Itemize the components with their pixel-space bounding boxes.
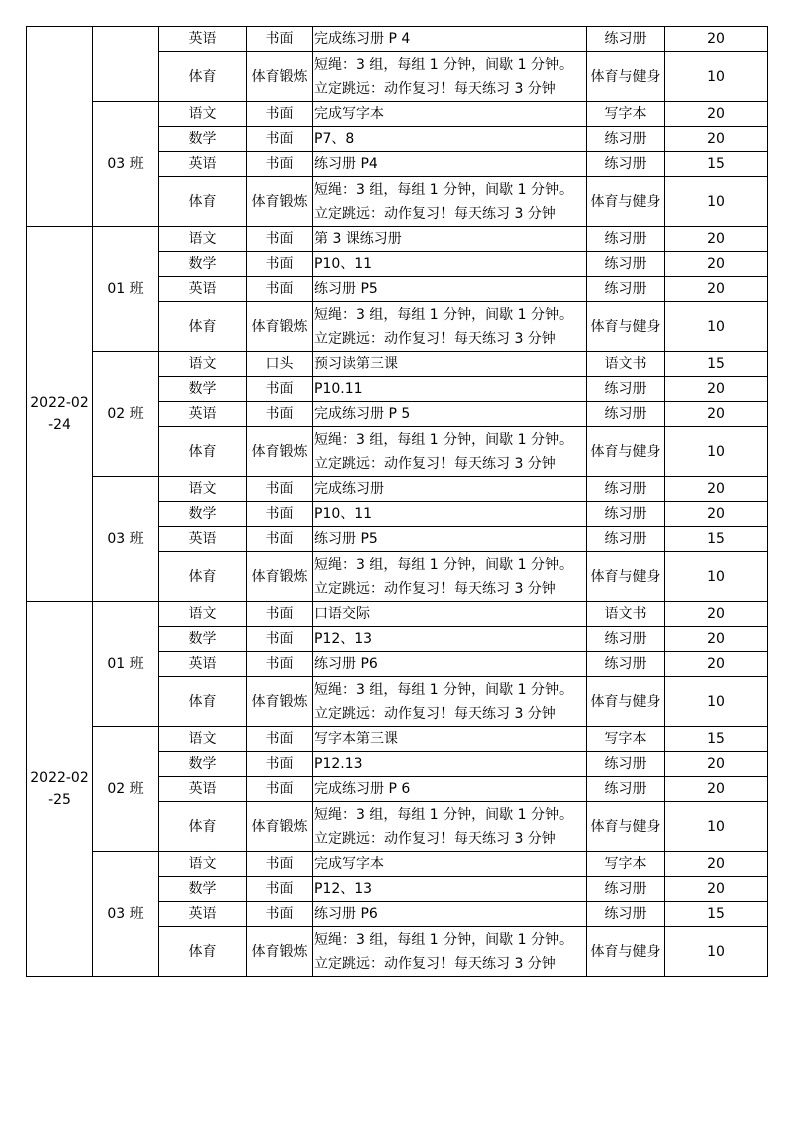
type-cell: 体育锻炼 <box>247 552 313 602</box>
material-cell: 体育与健身 <box>587 427 665 477</box>
type-cell: 书面 <box>247 477 313 502</box>
type-cell: 书面 <box>247 527 313 552</box>
content-line: 短绳：3 组，每组 1 分钟，间歇 1 分钟。 <box>314 681 573 698</box>
subject-cell: 英语 <box>159 777 247 802</box>
content-cell <box>313 477 587 502</box>
type-cell: 书面 <box>247 152 313 177</box>
subject-cell: 体育 <box>159 552 247 602</box>
type-cell: 体育锻炼 <box>247 52 313 102</box>
subject-cell: 数学 <box>159 377 247 402</box>
content-line: 预习读第三课 <box>314 356 398 372</box>
date-cell: 2022-02-25 <box>27 602 93 977</box>
material-cell: 体育与健身 <box>587 552 665 602</box>
type-cell: 书面 <box>247 27 313 52</box>
content-line: 完成练习册 P 4 <box>314 31 411 47</box>
content-line: 立定跳远：动作复习！每天练习 3 分钟 <box>314 830 556 847</box>
type-cell: 书面 <box>247 377 313 402</box>
class-cell: 01 班 <box>93 227 159 352</box>
material-cell: 练习册 <box>587 877 665 902</box>
content-line: 练习册 P5 <box>314 281 378 297</box>
minutes-cell: 15 <box>665 152 768 177</box>
material-cell: 体育与健身 <box>587 177 665 227</box>
material-cell: 练习册 <box>587 477 665 502</box>
subject-cell: 数学 <box>159 877 247 902</box>
type-cell: 体育锻炼 <box>247 802 313 852</box>
class-cell: 03 班 <box>93 477 159 602</box>
subject-cell: 数学 <box>159 127 247 152</box>
subject-cell: 语文 <box>159 602 247 627</box>
content-cell <box>313 727 587 752</box>
content-line: 完成写字本 <box>314 106 384 122</box>
type-cell: 书面 <box>247 252 313 277</box>
material-cell: 练习册 <box>587 227 665 252</box>
subject-cell: 数学 <box>159 252 247 277</box>
content-cell <box>313 677 587 727</box>
content-line: 立定跳远：动作复习！每天练习 3 分钟 <box>314 330 556 347</box>
content-cell <box>313 627 587 652</box>
type-cell: 书面 <box>247 777 313 802</box>
material-cell: 练习册 <box>587 752 665 777</box>
content-line: 练习册 P4 <box>314 156 378 172</box>
type-cell: 书面 <box>247 227 313 252</box>
type-cell: 书面 <box>247 902 313 927</box>
type-cell: 书面 <box>247 127 313 152</box>
subject-cell: 语文 <box>159 727 247 752</box>
content-cell <box>313 802 587 852</box>
type-cell: 体育锻炼 <box>247 427 313 477</box>
content-cell <box>313 252 587 277</box>
content-cell <box>313 502 587 527</box>
subject-cell: 语文 <box>159 852 247 877</box>
subject-cell: 数学 <box>159 627 247 652</box>
minutes-cell: 15 <box>665 727 768 752</box>
minutes-cell: 15 <box>665 352 768 377</box>
subject-cell: 语文 <box>159 477 247 502</box>
content-line: 第 3 课练习册 <box>314 231 402 247</box>
subject-cell: 英语 <box>159 277 247 302</box>
subject-cell: 体育 <box>159 427 247 477</box>
minutes-cell: 20 <box>665 777 768 802</box>
content-line: 练习册 P6 <box>314 906 378 922</box>
minutes-cell: 20 <box>665 252 768 277</box>
type-cell: 书面 <box>247 102 313 127</box>
material-cell: 练习册 <box>587 377 665 402</box>
content-cell <box>313 377 587 402</box>
minutes-cell: 20 <box>665 852 768 877</box>
minutes-cell: 20 <box>665 752 768 777</box>
minutes-cell: 20 <box>665 102 768 127</box>
minutes-cell: 10 <box>665 802 768 852</box>
material-cell: 练习册 <box>587 152 665 177</box>
type-cell: 书面 <box>247 852 313 877</box>
content-line: 短绳：3 组，每组 1 分钟，间歇 1 分钟。 <box>314 931 573 948</box>
material-cell: 体育与健身 <box>587 52 665 102</box>
minutes-cell: 10 <box>665 677 768 727</box>
content-cell <box>313 652 587 677</box>
material-cell: 练习册 <box>587 527 665 552</box>
material-cell: 练习册 <box>587 502 665 527</box>
subject-cell: 体育 <box>159 52 247 102</box>
table-row <box>27 102 768 127</box>
minutes-cell: 10 <box>665 552 768 602</box>
table-row <box>27 227 768 252</box>
subject-cell: 数学 <box>159 752 247 777</box>
content-cell <box>313 527 587 552</box>
table-row <box>27 852 768 877</box>
type-cell: 体育锻炼 <box>247 677 313 727</box>
content-cell <box>313 277 587 302</box>
type-cell: 书面 <box>247 277 313 302</box>
material-cell: 写字本 <box>587 102 665 127</box>
content-cell <box>313 877 587 902</box>
content-cell <box>313 752 587 777</box>
class-cell <box>93 27 159 102</box>
material-cell: 练习册 <box>587 902 665 927</box>
content-line: 完成练习册 P 6 <box>314 781 411 797</box>
content-line: 完成写字本 <box>314 856 384 872</box>
material-cell: 练习册 <box>587 27 665 52</box>
type-cell: 书面 <box>247 652 313 677</box>
content-cell <box>313 777 587 802</box>
subject-cell: 体育 <box>159 802 247 852</box>
minutes-cell: 20 <box>665 627 768 652</box>
subject-cell: 体育 <box>159 302 247 352</box>
minutes-cell: 20 <box>665 27 768 52</box>
content-line: 短绳：3 组，每组 1 分钟，间歇 1 分钟。 <box>314 181 573 198</box>
date-cell <box>27 27 93 227</box>
minutes-cell: 20 <box>665 227 768 252</box>
subject-cell: 英语 <box>159 27 247 52</box>
content-cell <box>313 102 587 127</box>
material-cell: 练习册 <box>587 252 665 277</box>
content-cell <box>313 27 587 52</box>
minutes-cell: 20 <box>665 127 768 152</box>
material-cell: 写字本 <box>587 727 665 752</box>
type-cell: 口头 <box>247 352 313 377</box>
minutes-cell: 10 <box>665 302 768 352</box>
content-line: 练习册 P5 <box>314 531 378 547</box>
material-cell: 写字本 <box>587 852 665 877</box>
class-cell: 02 班 <box>93 727 159 852</box>
content-line: 口语交际 <box>314 606 370 622</box>
minutes-cell: 10 <box>665 927 768 977</box>
type-cell: 体育锻炼 <box>247 302 313 352</box>
content-line: 完成练习册 <box>314 481 384 497</box>
content-cell <box>313 852 587 877</box>
content-cell <box>313 302 587 352</box>
type-cell: 体育锻炼 <box>247 177 313 227</box>
minutes-cell: 15 <box>665 527 768 552</box>
minutes-cell: 20 <box>665 877 768 902</box>
content-line: P12、13 <box>314 631 373 647</box>
content-line: P7、8 <box>314 131 355 147</box>
content-line: 完成练习册 P 5 <box>314 406 411 422</box>
content-line: 练习册 P6 <box>314 656 378 672</box>
content-line: 短绳：3 组，每组 1 分钟，间歇 1 分钟。 <box>314 431 573 448</box>
material-cell: 练习册 <box>587 402 665 427</box>
content-cell <box>313 602 587 627</box>
content-line: 写字本第三课 <box>314 731 398 747</box>
material-cell: 练习册 <box>587 652 665 677</box>
minutes-cell: 20 <box>665 477 768 502</box>
content-line: 短绳：3 组，每组 1 分钟，间歇 1 分钟。 <box>314 56 573 73</box>
content-cell <box>313 352 587 377</box>
content-line: 立定跳远：动作复习！每天练习 3 分钟 <box>314 455 556 472</box>
content-line: 短绳：3 组，每组 1 分钟，间歇 1 分钟。 <box>314 806 573 823</box>
material-cell: 体育与健身 <box>587 677 665 727</box>
subject-cell: 语文 <box>159 227 247 252</box>
content-cell <box>313 427 587 477</box>
minutes-cell: 20 <box>665 377 768 402</box>
subject-cell: 英语 <box>159 902 247 927</box>
minutes-cell: 20 <box>665 652 768 677</box>
content-line: 短绳：3 组，每组 1 分钟，间歇 1 分钟。 <box>314 556 573 573</box>
material-cell: 练习册 <box>587 127 665 152</box>
content-cell <box>313 902 587 927</box>
class-cell: 03 班 <box>93 102 159 227</box>
content-line: 立定跳远：动作复习！每天练习 3 分钟 <box>314 580 556 597</box>
content-line: P10、11 <box>314 506 373 522</box>
content-line: 立定跳远：动作复习！每天练习 3 分钟 <box>314 80 556 97</box>
class-cell: 01 班 <box>93 602 159 727</box>
content-line: 立定跳远：动作复习！每天练习 3 分钟 <box>314 955 556 972</box>
content-cell <box>313 152 587 177</box>
subject-cell: 英语 <box>159 152 247 177</box>
class-cell: 03 班 <box>93 852 159 977</box>
material-cell: 练习册 <box>587 627 665 652</box>
type-cell: 书面 <box>247 402 313 427</box>
minutes-cell: 20 <box>665 402 768 427</box>
type-cell: 体育锻炼 <box>247 927 313 977</box>
subject-cell: 体育 <box>159 927 247 977</box>
content-line: P12.13 <box>314 756 363 772</box>
content-cell <box>313 52 587 102</box>
type-cell: 书面 <box>247 877 313 902</box>
minutes-cell: 20 <box>665 602 768 627</box>
type-cell: 书面 <box>247 727 313 752</box>
subject-cell: 体育 <box>159 177 247 227</box>
content-cell <box>313 927 587 977</box>
subject-cell: 英语 <box>159 527 247 552</box>
content-cell <box>313 177 587 227</box>
minutes-cell: 20 <box>665 502 768 527</box>
content-line: 立定跳远：动作复习！每天练习 3 分钟 <box>314 705 556 722</box>
date-cell: 2022-02-24 <box>27 227 93 602</box>
subject-cell: 语文 <box>159 102 247 127</box>
minutes-cell: 10 <box>665 177 768 227</box>
material-cell: 练习册 <box>587 777 665 802</box>
material-cell: 语文书 <box>587 352 665 377</box>
homework-table <box>26 26 768 977</box>
subject-cell: 英语 <box>159 652 247 677</box>
content-line: P10.11 <box>314 381 363 397</box>
material-cell: 语文书 <box>587 602 665 627</box>
subject-cell: 数学 <box>159 502 247 527</box>
content-line: 短绳：3 组，每组 1 分钟，间歇 1 分钟。 <box>314 306 573 323</box>
content-line: P10、11 <box>314 256 373 272</box>
minutes-cell: 20 <box>665 277 768 302</box>
content-line: P12、13 <box>314 881 373 897</box>
content-line: 立定跳远：动作复习！每天练习 3 分钟 <box>314 205 556 222</box>
minutes-cell: 10 <box>665 427 768 477</box>
type-cell: 书面 <box>247 627 313 652</box>
type-cell: 书面 <box>247 602 313 627</box>
table-row <box>27 352 768 377</box>
class-cell: 02 班 <box>93 352 159 477</box>
subject-cell: 体育 <box>159 677 247 727</box>
homework-table-body <box>27 27 768 977</box>
content-cell <box>313 402 587 427</box>
type-cell: 书面 <box>247 752 313 777</box>
subject-cell: 英语 <box>159 402 247 427</box>
material-cell: 体育与健身 <box>587 802 665 852</box>
minutes-cell: 10 <box>665 52 768 102</box>
subject-cell: 语文 <box>159 352 247 377</box>
content-cell <box>313 127 587 152</box>
table-row <box>27 602 768 627</box>
table-row <box>27 27 768 52</box>
content-cell <box>313 227 587 252</box>
type-cell: 书面 <box>247 502 313 527</box>
table-row <box>27 477 768 502</box>
material-cell: 练习册 <box>587 277 665 302</box>
material-cell: 体育与健身 <box>587 927 665 977</box>
material-cell: 体育与健身 <box>587 302 665 352</box>
content-cell <box>313 552 587 602</box>
minutes-cell: 15 <box>665 902 768 927</box>
table-row <box>27 727 768 752</box>
